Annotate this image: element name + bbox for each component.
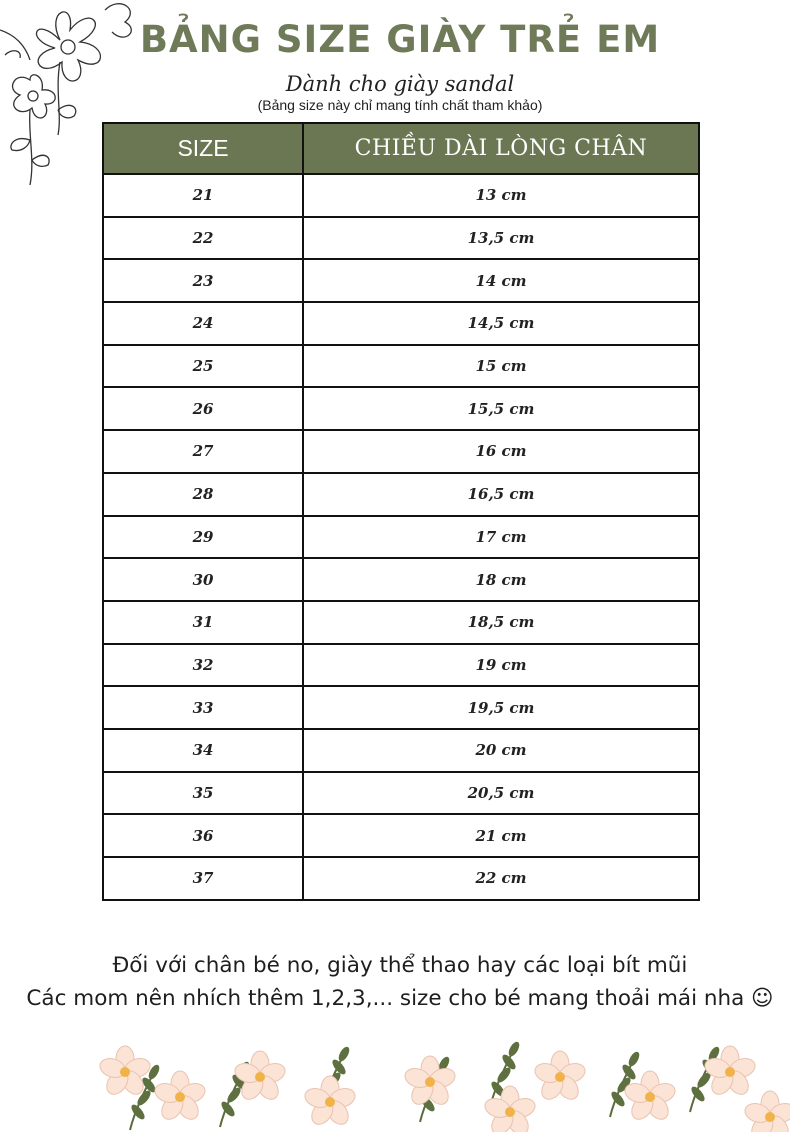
size-cell: 29 (103, 516, 303, 559)
length-cell: 19 cm (303, 644, 699, 687)
size-cell: 22 (103, 217, 303, 260)
size-cell: 21 (103, 174, 303, 217)
footer-note-line-2: Các mom nên nhích thêm 1,2,3,... size cho bé mang thoải mái nha ☺ (26, 986, 774, 1011)
table-row (103, 473, 699, 516)
page-title: BẢNG SIZE GIÀY TRẺ EM (139, 18, 661, 61)
size-cell: 37 (103, 857, 303, 900)
table-header-row (103, 123, 699, 174)
table-row (103, 259, 699, 302)
length-cell: 20 cm (303, 729, 699, 772)
size-cell: 27 (103, 430, 303, 473)
table-row (103, 174, 699, 217)
table-row (103, 729, 699, 772)
length-cell: 18 cm (303, 558, 699, 601)
table-row (103, 644, 699, 687)
length-cell: 22 cm (303, 857, 699, 900)
reference-note: (Bảng size này chỉ mang tính chất tham khảo) (257, 97, 543, 113)
length-cell: 16,5 cm (303, 473, 699, 516)
length-cell: 19,5 cm (303, 686, 699, 729)
size-cell: 25 (103, 345, 303, 388)
table-row (103, 516, 699, 559)
length-cell: 15,5 cm (303, 387, 699, 430)
table-row (103, 601, 699, 644)
table-row (103, 302, 699, 345)
table-row (103, 686, 699, 729)
size-cell: 33 (103, 686, 303, 729)
size-table (102, 122, 700, 901)
column-header-foot-length: CHIỀU DÀI LÒNG CHÂN (303, 123, 699, 174)
length-cell: 20,5 cm (303, 772, 699, 815)
footer-note-line-1: Đối với chân bé no, giày thể thao hay các loại bít mũi (112, 953, 688, 978)
table-row (103, 814, 699, 857)
length-cell: 15 cm (303, 345, 699, 388)
table-row (103, 558, 699, 601)
size-cell: 32 (103, 644, 303, 687)
length-cell: 13,5 cm (303, 217, 699, 260)
table-row (103, 430, 699, 473)
size-cell: 35 (103, 772, 303, 815)
column-header-size: SIZE (103, 123, 303, 174)
table-row (103, 387, 699, 430)
table-row (103, 217, 699, 260)
size-cell: 34 (103, 729, 303, 772)
floral-decoration-bottom (90, 1012, 790, 1132)
size-cell: 31 (103, 601, 303, 644)
size-cell: 36 (103, 814, 303, 857)
length-cell: 21 cm (303, 814, 699, 857)
length-cell: 13 cm (303, 174, 699, 217)
size-cell: 23 (103, 259, 303, 302)
length-cell: 18,5 cm (303, 601, 699, 644)
size-cell: 28 (103, 473, 303, 516)
length-cell: 17 cm (303, 516, 699, 559)
size-cell: 26 (103, 387, 303, 430)
length-cell: 16 cm (303, 430, 699, 473)
table-row (103, 857, 699, 900)
table-row (103, 772, 699, 815)
size-cell: 24 (103, 302, 303, 345)
length-cell: 14 cm (303, 259, 699, 302)
table-row (103, 345, 699, 388)
length-cell: 14,5 cm (303, 302, 699, 345)
page-subtitle: Dành cho giày sandal (285, 72, 515, 96)
size-cell: 30 (103, 558, 303, 601)
